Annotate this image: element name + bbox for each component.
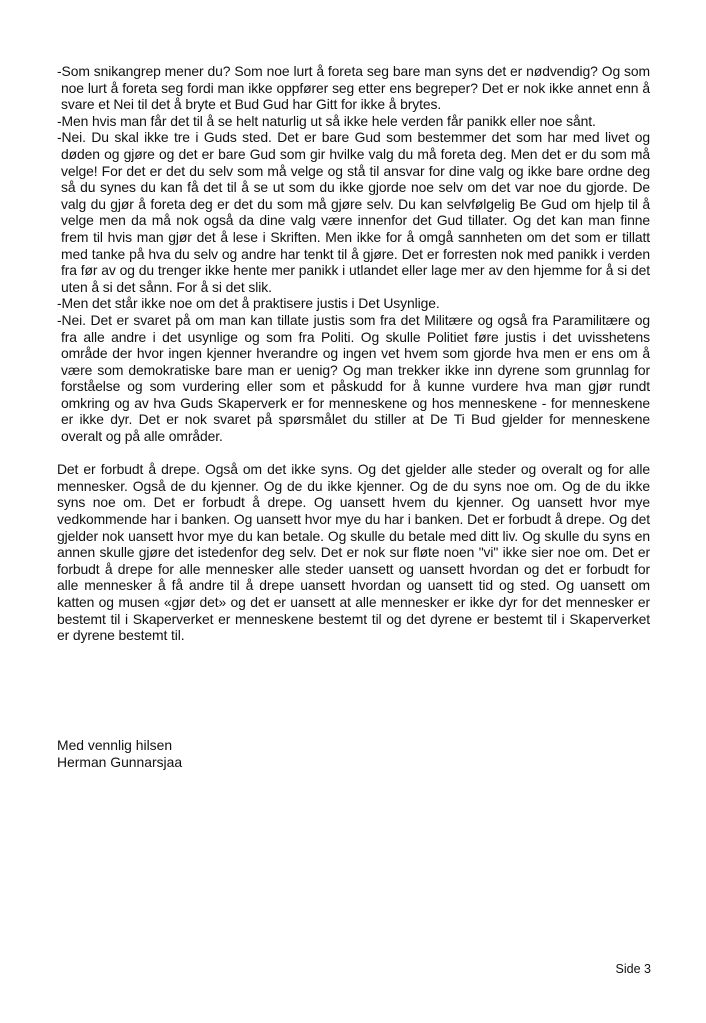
dialog-line-3: -Nei. Du skal ikke tre i Guds sted. Det er bare Gud som bestemmer det som har med livet og døden og gjøre og det er bare Gud som gir hvilke valg du må foreta deg. Men det er du som må velge! For det er det du selv som må velge og stå til ansvar for dine valg og ikke bare ordne deg så du synes du kan få det til å se ut som du ikke gjorde noe selv om det var noe du gjorde. De valg du gjør å foreta deg er det du som må gjøre selv. Du kan selvfølgelig Be Gud om hjelp til å velge men da må nok også da dine valg være innenfor det Gud tillater. Og det kan man finne frem til hvis man gjør det å lese i Skriften. Men ikke for å omgå sannheten om det som er tillatt med tanke på hva du selv og andre har tenkt til å gjøre. Det er forresten nok med panikk i verden fra før av og du trenger ikke hente mer panikk i utlandet eller lage mer av den hjemme for å si det uten å si det sånn. For å si det slik.: [57, 129, 650, 295]
dialog-line-5: -Nei. Det er svaret på om man kan tillate justis som fra det Militære og også fra Paramilitære og fra alle andre i det usynlige og som fra Politi. Og skulle Politiet føre justis i det uvisshetens område der hvor ingen kjenner hverandre og ingen vet hvem som gjorde hva men er ens om å være som demokratiske bare man er uenig? Og man trekker ikke inn dyrene som grunnlag for forståelse og som vurdering eller som et påskudd for å kunne vurdere hva man gjør rundt omkring og av hva Guds Skaperverk er for menneskene og hos menneskene - for menneskene er ikke dyr. Det er nok svaret på spørsmålet du stiller at De Ti Bud gjelder for menneskene overalt og på alle områder.: [57, 311, 650, 445]
signature: Herman Gunnarsjaa: [57, 753, 183, 770]
body-paragraph: Det er forbudt å drepe. Også om det ikke syns. Og det gjelder alle steder og overalt og for alle mennesker. Også de du kjenner. Og de du ikke kjenner. Og de du syns noe om. Og de du ikke syns noe om. Det er forbudt å drepe. Og uansett hvem du kjenner. Og uansett hvor mye vedkommende har i banken. Og uansett hvor mye du har i banken. Det er forbudt å drepe. Og det gjelder nok uansett hvor mye du kan betale. Og skulle du betale med ditt liv. Og skulle du syns en annen skulle gjøre det istedenfor deg selv. Det er nok sur fløte noen "vi" ikke sier noe om. Det er forbudt å drepe for alle mennesker alle steder uansett og uansett hvordan og det er forbudt for alle mennesker å få andre til å drepe uansett hvordan og uansett tid og sted. Og uansett om katten og musen «gjør det» og det er uansett at alle mennesker er ikke dyr for det mennesker er bestemt til i Skaperverket er menneskene bestemt til og det dyrene er bestemt til i Skaperverket er dyrene bestemt til.: [57, 461, 650, 644]
dialog-line-2: -Men hvis man får det til å se helt naturlig ut så ikke hele verden får panikk eller noe sånt.: [57, 112, 596, 129]
document-body: [57, 63, 650, 644]
closing-greeting: Med vennlig hilsen: [57, 737, 173, 753]
page-number: Side 3: [615, 962, 651, 976]
closing-block: [57, 737, 182, 770]
dialog-line-4: -Men det står ikke noe om det å praktisere justis i Det Usynlige.: [57, 295, 440, 312]
dialog-line-1: -Som snikangrep mener du? Som noe lurt å foreta seg bare man syns det er nødvendig? Og som noe lurt å foreta seg fordi man ikke oppfører seg etter ens begreper? Det er nok ikke annet enn å svare et Nei til det å bryte et Bud Gud har Gitt for ikke å brytes.: [57, 63, 650, 113]
